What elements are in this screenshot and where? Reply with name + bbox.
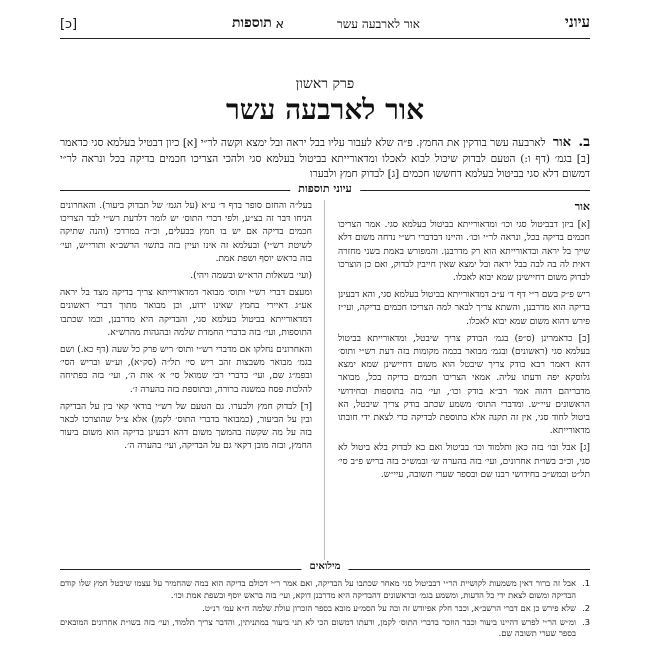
running-header [60, 10, 590, 39]
commentary-paragraph: [א] ביזן דבביטול סגי וכו׳ ומדאורייתא בביטול בעלמא סגי. אמר הצריכו חכמים בדיקה בכל, ונראה לר״י וכו׳. והיינו דבדברי רש״י נדחה משום דלא שייך בל יראה ובדאורייתא הוא רק מדרבנן. והמפורש באמת בשני מחזרה דאית לה בה לבה בבל יראה ובל ימצא שאין חייבין לבדוק, ואם כן הוצרכו לבדוק משום דחיישינן שמא יבוא לאכלו. [338, 220, 590, 284]
commentary-paragraph: [ג] אבל ובו׳ בזה כאן ותלמוד וכו׳ בביטול ואם בא לבדוק בלא ביטול לא סגי, וכ״כ בשו״ת אחרונים, ועי׳ בזה בהערה ש׳ ובמש״כ בזה בריש פ״ב סי׳ תל״ט ובמש״כ בחידושי רבנו שם ובספר שערי תשובה, עיי״ש. [338, 443, 590, 480]
main-body: לארבעה עשר בודקין את החמץ. פ״ה שלא לעבור עליו בבל יראה ובל ימצא וקשה לר״י [א] כיון דבטיל בעלמא סגי כדאמר [ב] בגמ׳ (דף ו:) הטעם לבדוק שיכול לבוא לאכלו ומדאורייתא בביטול בעלמא סגי ולהכי הצריכו חכמים בדיקה בכל ונראה לר״י דמשום דלא סגי בביטול בעלמא דחששו חכמים [ג] לבדוק חמץ ולבערו [60, 137, 590, 180]
commentary-paragraph: ריש פ״ק בשם ר״י דף ד׳ ע״ב דמדאורייתא בביטול בעלמא סגי, והא דבעינן בדיקה הוא מדרבנן, והשתא צריך לבאר למה הצריכו חכמים בדיקה, ועי״ז פירש דהוא משום שמא יבוא לאכלו. [338, 290, 590, 327]
commentary-title: עיוני תוספות [290, 182, 360, 195]
footnote-number: 1. [582, 578, 590, 588]
commentary-paragraph: בעל״ה והחזם סופר בדף ד׳ ע״א (על הגמ׳ של תבדוק ביעור). והאחרונים הניחו דבר זה בצ״ע, ולפי דברי התוס׳ יש לומר דלדעת רש״י לבד הצריכו חכמים בדיקה אם יש בו חמץ בבעלים, וכ״ה במרדכי (והנה שתיקה לשיטת רש״י) ובעלמא זה אינו ועיין בזה בתשו׳ הרשב״א ותורי״ש, ועי׳ בזה בראש יוסף ושפת אמת. [60, 201, 312, 264]
column-lead-word: אור [574, 200, 590, 213]
commentary-left-column [60, 200, 312, 567]
header-page-marker [60, 17, 284, 32]
commentary-right-column [338, 200, 590, 567]
header-title: אור לארבעה עשר [336, 17, 420, 31]
footnote [60, 603, 590, 615]
footnote-text: ומ״ש הר״י לפרש דהיינו ביעור וכבר הוזכר בדברי התוס׳ לקמן, ודעתו דמשום הכי לא תני ביעור במתניתין, והדבר צריך תלמוד, ועי׳ בזה בשו״ת אחרונים המובאים בספר שערי תשובה שם. [60, 616, 576, 638]
commentary-paragraph: [ב] כדאמרינן (ס״פ) בגמ׳ הבודק צריך שיבטל, ומדאורייתא בביטול בעלמא סגי (ראשונים) ובגמ׳ מבואר בכמה מקומות בזה דעת רש״י ותוס׳ דהא דאמר רבא בודק צריך שיבטל הוא משום דחיישינן שמא ימצא גלוסקא יפה ודעתו עליה. אמאי הצריכו חכמים בדיקה בכל, מבואר מדבריהם דהוה אמר רב״א בודק וכו׳, ועי׳ בזה בתוספות ובחידושי הראשונים עיי״ש. ומדברי התוס׳ משמע שכתב בודק צריך שיבטל, הא ביטול לחוד סגי, אין זה תקנה אלא בתוספת לבדיקה כדי לצאת ידי חובתו מדאורייתא. [338, 333, 590, 437]
commentary-divider [60, 182, 590, 195]
section-number: ב. [578, 134, 591, 150]
header-tosafot: תוספות [232, 15, 272, 31]
footnote-number: 3. [582, 616, 590, 627]
footnote-text: שלא פירש כן אם דברי הרשב״א, וכבר חלק אפיודש זה ובה על הסמ״ע מובא בספר הזכרון עולת שלמה ח״א עמ׳ רנ״ט. [202, 603, 576, 613]
bracket-marker: [כ] [60, 17, 78, 32]
footnote [60, 578, 590, 601]
page-letter: א [275, 17, 285, 32]
column-rule [324, 200, 325, 560]
footnotes-title: מילואים [301, 561, 348, 572]
header-section: עיוני [564, 13, 590, 31]
footnotes [60, 578, 590, 644]
lead-word: אור [552, 135, 571, 150]
commentary-paragraph: והאחרונים נחלקו אם מדברי רש״י ותוס׳ ריש פרק כל שעה (דף כא.) ושם בגמ׳ מבואר משבצות זהב ריש סי׳ תל״ה (סק״א), וע״ש ובריש הסי׳ ובפמ״ג שם, ועי׳ בדברי רבי שמואל סי׳ א׳ אות ה׳, ועי׳ בזה בפתיחה להלכות פסח במשנה ברורה, ובתוספת בזה בהערה ז׳. [60, 345, 312, 395]
footnote-text: אבל זה ברור דאין משמעות לקושיית הר״י דבביטול סגי מאחר שכתבו על הבדיקה, ואם אמר ר״י דכולם בדיקה הוא במה שהחמיר על עצמו שיבטל חמץ שלו קודם הבדיקה ומשום לצאת ידי כל הדעות, ומשמע בגמ׳ ובראשונים דהבדיקה היא מדרבנן דוקא, ועי׳ בזה בראש יוסף ובשפת אמת וכו׳. [60, 578, 576, 600]
main-text [60, 135, 590, 183]
commentary-paragraph: (ועי׳ בשאלות הרא״ש ובשמה ויהי). [190, 271, 312, 282]
footnotes-divider [60, 561, 590, 574]
chapter-title: אור לארבעה עשר [225, 93, 425, 126]
commentary-paragraph: ומעצם דברי רש״י ותוס׳ מבואר דמדאורייתא צריך בדיקה מצד בל יראה אע״ג דאיירי בחמץ שאינו ידוע, וכן מבואר מתוך דברי ראשונים דמדאורייתא בביטול בעלמא סגי, והבדיקה היא מדרבנן, וכמו שכתבו התוספות, ועי׳ בזה בדברי החמדת שלמה ובהגהות מהרש״א. [60, 288, 312, 338]
footnote [60, 617, 590, 640]
commentary-paragraph: [ד] לבדוק חמץ ולבערו. גם הטעם של רש״י בודאי קאי בין על הבדיקה ובין על הביעור, (כמבואר בדברי התוס׳ לקמן) אלא צ״ל שהוצרכו לבאר בזה על מה שקשה בהמשך משום דהא דבעינן בדיקה הוא משום ביעור החמץ, ובזה מובן דקאי גם על הבדיקה, ועי׳ בהערה ה׳. [60, 401, 312, 452]
footnote-number: 2. [582, 603, 590, 613]
chapter-label: פרק ראשון [295, 76, 355, 92]
